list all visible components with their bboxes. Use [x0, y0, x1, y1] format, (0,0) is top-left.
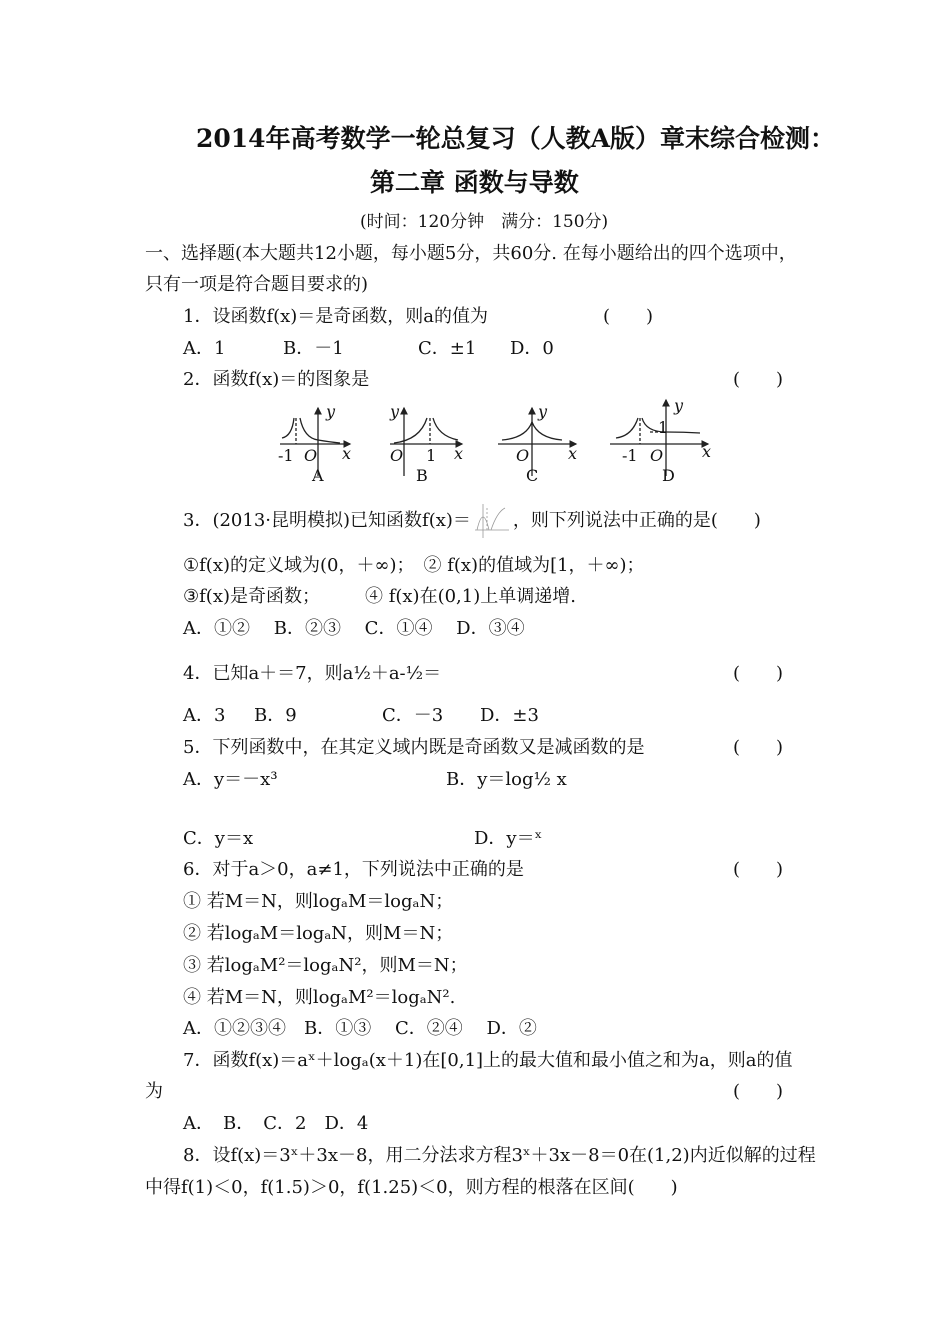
graph-d-y-label: y [674, 396, 684, 415]
q4-option-d: D．±3 [480, 705, 539, 726]
q3-stem-part1: 3．(2013·昆明模拟)已知函数f(x)＝ [183, 510, 471, 531]
q5-option-d: D．y＝ˣ [474, 828, 543, 849]
q7-answer-paren: ( ) [733, 1081, 784, 1102]
title-line-1: 2014年高考数学一轮总复习（人教A版）章末综合检测： [196, 124, 835, 153]
q6-statement-2: ② 若logₐM＝logₐN，则M＝N； [183, 923, 454, 944]
q3-function-image-icon [471, 500, 513, 542]
graph-b-origin-label: O [390, 446, 404, 465]
q6-statement-3: ③ 若logₐM²＝logₐN²，则M＝N； [183, 955, 468, 976]
section1-intro-line1: 一、选择题(本大题共12小题，每小题5分，共60分. 在每小题给出的四个选项中， [145, 243, 797, 264]
q6-statement-1: ① 若M＝N，则logₐM＝logₐN； [183, 891, 454, 912]
q1-option-a: A．1 [183, 338, 226, 359]
graph-b-caption: B [416, 466, 428, 485]
q3-statement-1: ①f(x)的定义域为(0，＋∞)； ② f(x)的值域为[1，＋∞)； [183, 555, 645, 576]
q5-answer-paren: ( ) [733, 737, 784, 758]
title-line-2: 第二章 函数与导数 [370, 168, 579, 197]
q8-stem-line2: 中得f(1)＜0，f(1.5)＞0，f(1.25)＜0，则方程的根落在区间( ) [145, 1177, 678, 1198]
q8-stem-line1: 8．设f(x)＝3ˣ＋3x－8，用二分法求方程3ˣ＋3x－8＝0在(1,2)内近似解的过程 [183, 1145, 816, 1166]
graph-a-origin-label: O [304, 446, 318, 465]
graph-a-caption: A [312, 466, 324, 485]
graph-d-origin-label: O [650, 446, 664, 465]
q3-statement-2: ③f(x)是奇函数； ④ f(x)在(0,1)上单调递增. [183, 586, 576, 607]
q3-stem [183, 500, 761, 542]
graph-d-neg1-label: -1 [622, 446, 638, 465]
q7-stem-line2: 为 [145, 1081, 163, 1102]
q6-stem: 6．对于a＞0，a≠1，下列说法中正确的是 [183, 859, 524, 880]
graph-d-caption: D [662, 466, 675, 485]
graph-b-y-label: y [390, 402, 400, 421]
graph-c-y-label: y [538, 402, 548, 421]
q2-stem: 2．函数f(x)＝的图象是 [183, 369, 370, 390]
q4-stem: 4．已知a＋＝7，则a½＋a-½＝ [183, 663, 442, 684]
graph-a-neg1-label: -1 [278, 446, 294, 465]
graph-b-one-label: 1 [426, 446, 437, 465]
q6-options: A．①②③④ B．①③ C．②④ D．② [183, 1018, 537, 1039]
q4-option-b: B．9 [254, 705, 297, 726]
q6-statement-4: ④ 若M＝N，则logₐM²＝logₐN². [183, 987, 456, 1008]
q1-stem: 1．设函数f(x)＝是奇函数，则a的值为 [183, 306, 489, 327]
q5-stem: 5．下列函数中，在其定义域内既是奇函数又是减函数的是 [183, 737, 645, 758]
q6-answer-paren: ( ) [733, 859, 784, 880]
q5-option-b: B．y＝log½ x [446, 769, 567, 790]
q3-stem-part2: ，则下列说法中正确的是( ) [512, 510, 761, 531]
graph-a-x-label: x [342, 444, 352, 463]
graph-a-y-label: y [326, 402, 336, 421]
q2-graphs-svg [270, 396, 730, 488]
q7-options: A． B． C．2 D．4 [183, 1113, 369, 1134]
q7-stem-line1: 7．函数f(x)＝aˣ＋logₐ(x＋1)在[0,1]上的最大值和最小值之和为a，则a的值 [183, 1050, 793, 1071]
exam-meta: (时间：120分钟 满分：150分) [360, 212, 609, 232]
section1-intro-line2: 只有一项是符合题目要求的) [145, 274, 369, 295]
q4-option-c: C．－3 [382, 705, 444, 726]
q1-option-d: D．0 [510, 338, 554, 359]
q4-answer-paren: ( ) [733, 663, 784, 684]
graph-d-x-label: x [702, 442, 712, 461]
q1-answer-paren: ( ) [603, 306, 654, 327]
q4-option-a: A．3 [183, 705, 226, 726]
q2-graph-options [270, 396, 730, 488]
q5-option-a: A．y＝－x³ [183, 769, 278, 790]
graph-b-x-label: x [454, 444, 464, 463]
graph-c-x-label: x [568, 444, 578, 463]
q1-option-c: C．±1 [418, 338, 477, 359]
graph-c-origin-label: O [516, 446, 530, 465]
graph-d-one-label: 1 [658, 418, 669, 437]
q2-answer-paren: ( ) [733, 369, 784, 390]
graph-c-caption: C [526, 466, 539, 485]
q1-option-b: B．－1 [283, 338, 344, 359]
q5-option-c: C．y＝x [183, 828, 254, 849]
q3-options: A．①② B．②③ C．①④ D．③④ [183, 618, 525, 639]
